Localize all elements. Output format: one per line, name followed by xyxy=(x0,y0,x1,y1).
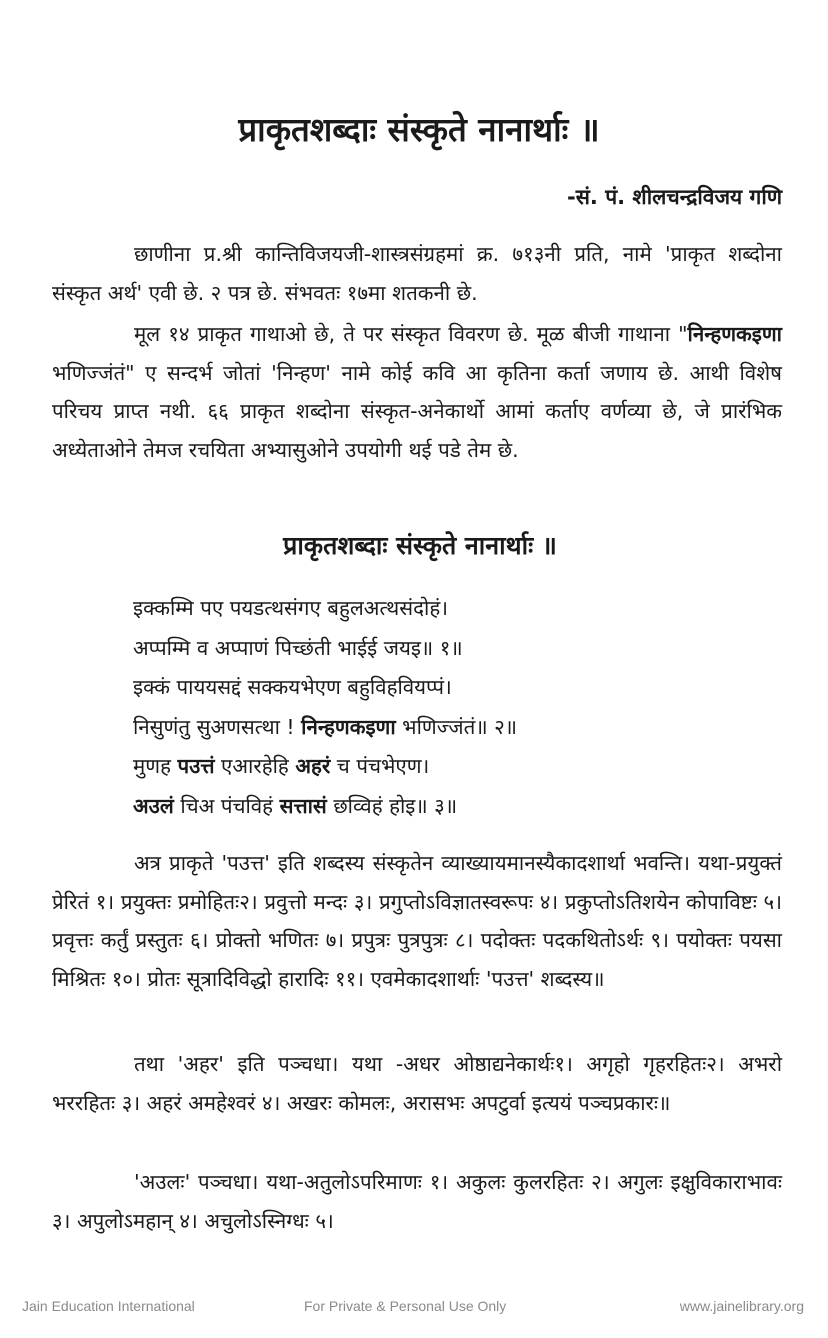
poet-name-bold: निन्हणकइणा xyxy=(687,322,782,346)
verse-text: छव्विहं होइ॥ ३॥ xyxy=(326,793,458,818)
verse-line: अप्पम्मि व अप्पाणं पिच्छंती भाईई जयइ॥ १॥ xyxy=(133,635,463,660)
footer-usage-notice: For Private & Personal Use Only xyxy=(304,1298,507,1314)
verse-line: इक्कम्मि पए पयडत्थसंगए बहुलअत्थसंदोहं। xyxy=(133,596,448,620)
verse-line xyxy=(133,787,517,827)
commentary-paragraph-1: अत्र प्राकृते 'पउत्त' इति शब्दस्य संस्कृतेन व्याख्यायमानस्यैकादशार्था भवन्ति। यथा-प्रयुक्तं प्रेरितं १। प्रयुक्तः प्रमोहितः२। प्रवुत्तो मन्दः ३। प्रगुप्तोऽविज्ञातस्वरूपः ४। प्रकुप्तोऽतिशयेन कोपाविष्टः ५। प्रवृत्तः कर्तुं प्रस्तुतः ६। प्रोक्तो भणितः ७। प्रपुत्रः पुत्रपुत्रः ८। पदोक्तः पदकथितोऽर्थः ९। पयोक्तः पयसा मिश्रितः १०। प्रोतः सूत्रादिविद्धो हारादिः ११। एवमेकादशार्थाः 'पउत्त' शब्दस्य॥ xyxy=(52,851,782,991)
verse-bold-word: अउलं xyxy=(133,793,174,818)
verse-line: इक्कं पाययसद्दं सक्कयभेएण बहुविहवियप्पं। xyxy=(133,675,452,699)
verse-block xyxy=(133,589,517,826)
verse-text: एआरहेहि xyxy=(214,754,296,778)
verse-text: निसुणंतु सुअणसत्था ! xyxy=(133,714,302,739)
verse-bold-word: सत्तासं xyxy=(279,793,327,818)
intro-paragraph-2 xyxy=(52,315,782,469)
verse-bold-word: अहरं xyxy=(295,754,331,778)
verse-line xyxy=(133,708,517,748)
verse-bold-word: पउत्तं xyxy=(177,754,215,778)
verse-line xyxy=(133,747,517,787)
verse-text: च पंचभेएण। xyxy=(330,754,430,778)
verse-bold-word: निन्हणकइणा xyxy=(301,714,396,739)
footer-website-link[interactable]: www.jainelibrary.org xyxy=(679,1298,804,1314)
commentary-paragraph-2: तथा 'अहर' इति पञ्चधा। यथा -अधर ओष्ठाद्यनेकार्थः१। अगृहो गृहरहितः२। अभरो भररहितः ३। अहरं अमहेश्वरं ४। अखरः कोमलः, अरासभः अपटुर्वा इत्ययं पञ्चप्रकारः॥ xyxy=(52,1052,782,1115)
page-footer xyxy=(0,1298,828,1318)
verse-text: मुणह xyxy=(133,754,178,778)
page-title: प्राकृतशब्दाः संस्कृते नानार्थाः ॥ xyxy=(238,110,600,149)
intro-paragraph-1: छाणीना प्र.श्री कान्तिविजयजी-शास्त्रसंग्रहमां क्र. ७१३नी प्रति, नामे 'प्राकृत शब्दोना संस्कृत अर्थ' एवी छे. २ पत्र छे. संभवतः १७मा शतकनी छे. xyxy=(52,242,782,305)
verse-text: चिअ पंचविहं xyxy=(173,793,280,818)
commentary-paragraph-3: 'अउलः' पञ्चधा। यथा-अतुलोऽपरिमाणः १। अकुलः कुलरहितः २। अगुलः इक्षुविकाराभावः ३। अपुलोऽमहान् ४। अचुलोऽस्निग्धः ५। xyxy=(52,1170,782,1233)
footer-publisher: Jain Education International xyxy=(22,1298,195,1314)
section-title: प्राकृतशब्दाः संस्कृते नानार्थाः ॥ xyxy=(283,531,557,560)
author-byline: -सं. पं. शीलचन्द्रविजय गणि xyxy=(567,185,782,209)
verse-text: भणिज्जंतं॥ २॥ xyxy=(395,714,518,739)
intro-text: भणिज्जंतं" ए सन्दर्भ जोतां 'निन्हण' नामे कोई कवि आ कृतिना कर्ता जणाय छे. आथी विशेष परिचय प्राप्त नथी. ६६ प्राकृत शब्दोना संस्कृत-अनेकार्थो आमां कर्ताए वर्णव्या छे, जे प्रारंभिक अध्येताओने तेमज रचयिता अभ्यासुओने उपयोगी थई पडे तेम छे. xyxy=(52,360,782,462)
intro-text: मूल १४ प्राकृत गाथाओ छे, ते पर संस्कृत विवरण छे. मूळ बीजी गाथाना " xyxy=(134,322,688,346)
